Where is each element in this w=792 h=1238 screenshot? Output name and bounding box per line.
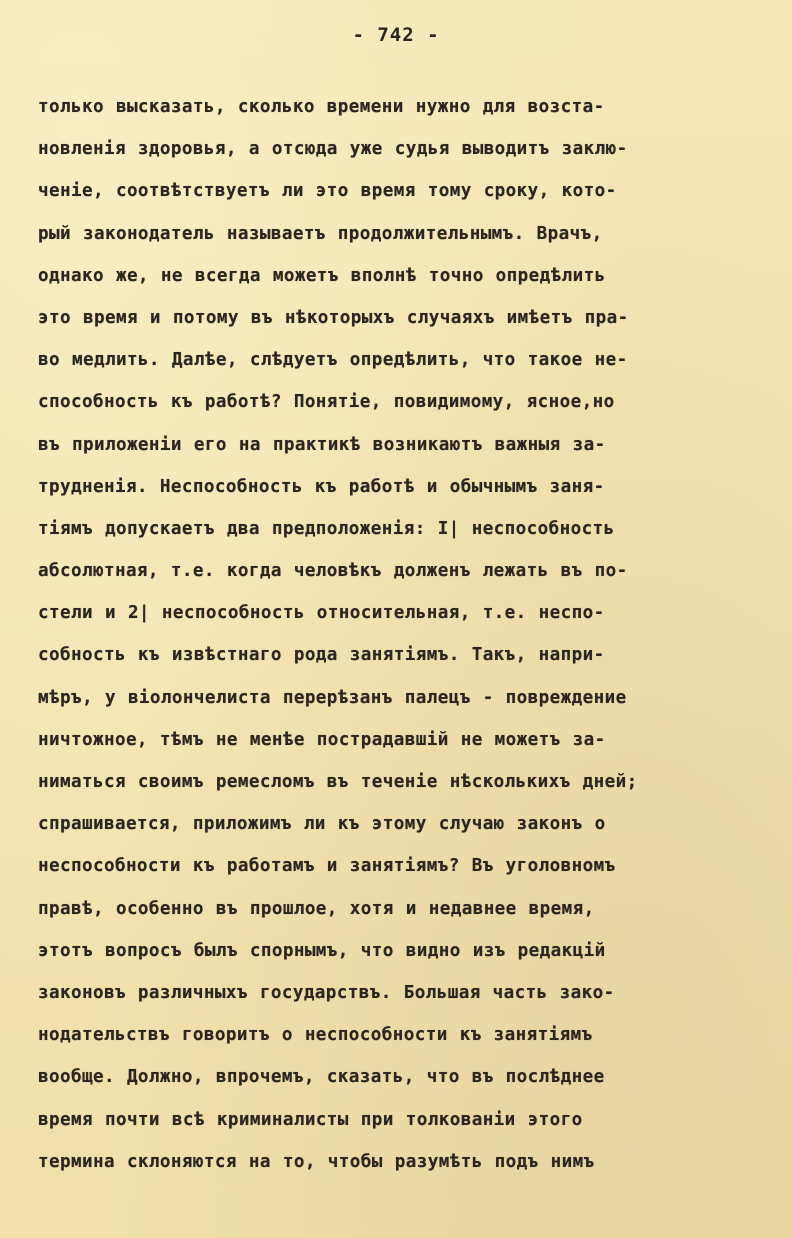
text-line: ниматься своимъ ремесломъ въ теченіе нѣсколькихъ дней; xyxy=(38,772,638,792)
text-line: собность къ извѣстнаго рода занятіямъ. Такъ, напри- xyxy=(38,645,605,666)
text-line: рый законодатель называетъ продолжительнымъ. Врачъ, xyxy=(38,223,603,244)
text-line: это время и потому въ нѣкоторыхъ случаяхъ имѣетъ пра- xyxy=(38,307,629,328)
text-line: мѣръ, у віолончелиста перерѣзанъ палецъ - повреждение xyxy=(38,687,627,708)
text-line: спрашивается, приложимъ ли къ этому случаю законъ о xyxy=(38,814,606,835)
body-text xyxy=(38,86,754,1183)
text-line: термина склоняются на то, чтобы разумѣть подъ нимъ xyxy=(38,1151,595,1172)
page-number: - 742 - xyxy=(352,24,440,46)
text-line: способность къ работѣ? Понятіе, повидимому, ясное,но xyxy=(38,392,615,413)
text-line: только высказать, сколько времени нужно для возста- xyxy=(38,97,605,117)
text-line: стели и 2| неспособность относительная, т.е. неспо- xyxy=(38,603,605,624)
text-line: время почти всѣ криминалисты при толкованіи этого xyxy=(38,1109,583,1130)
text-line: трудненія. Неспособность къ работѣ и обычнымъ заня- xyxy=(38,476,605,497)
text-line: во медлить. Далѣе, слѣдуетъ опредѣлить, что такое не- xyxy=(38,350,628,371)
text-line: однако же, не всегда можетъ вполнѣ точно опредѣлить xyxy=(38,265,606,286)
text-line: новленія здоровья, а отсюда уже судья выводитъ заклю- xyxy=(38,139,628,160)
text-line: этотъ вопросъ былъ спорнымъ, что видно изъ редакцій xyxy=(38,940,606,961)
text-line: въ приложеніи его на практикѣ возникаютъ важныя за- xyxy=(38,434,606,455)
text-line: неспособности къ работамъ и занятіямъ? Въ уголовномъ xyxy=(38,856,616,877)
text-line: ченіе, соотвѣтствуетъ ли это время тому сроку, кото- xyxy=(38,181,617,202)
text-line: законовъ различныхъ государствъ. Большая часть зако- xyxy=(38,982,615,1003)
text-line: абсолютная, т.е. когда человѣкъ долженъ лежать въ по- xyxy=(38,561,628,582)
text-line: нодательствъ говоритъ о неспособности къ занятіямъ xyxy=(38,1025,593,1046)
text-line: тіямъ допускаетъ два предположенія: I| неспособность xyxy=(38,518,615,539)
text-line: правѣ, особенно въ прошлое, хотя и недавнее время, xyxy=(38,898,595,919)
text-line: ничтожное, тѣмъ не менѣе пострадавшій не можетъ за- xyxy=(38,729,606,750)
text-line: вообще. Должно, впрочемъ, сказать, что въ послѣднее xyxy=(38,1067,605,1088)
